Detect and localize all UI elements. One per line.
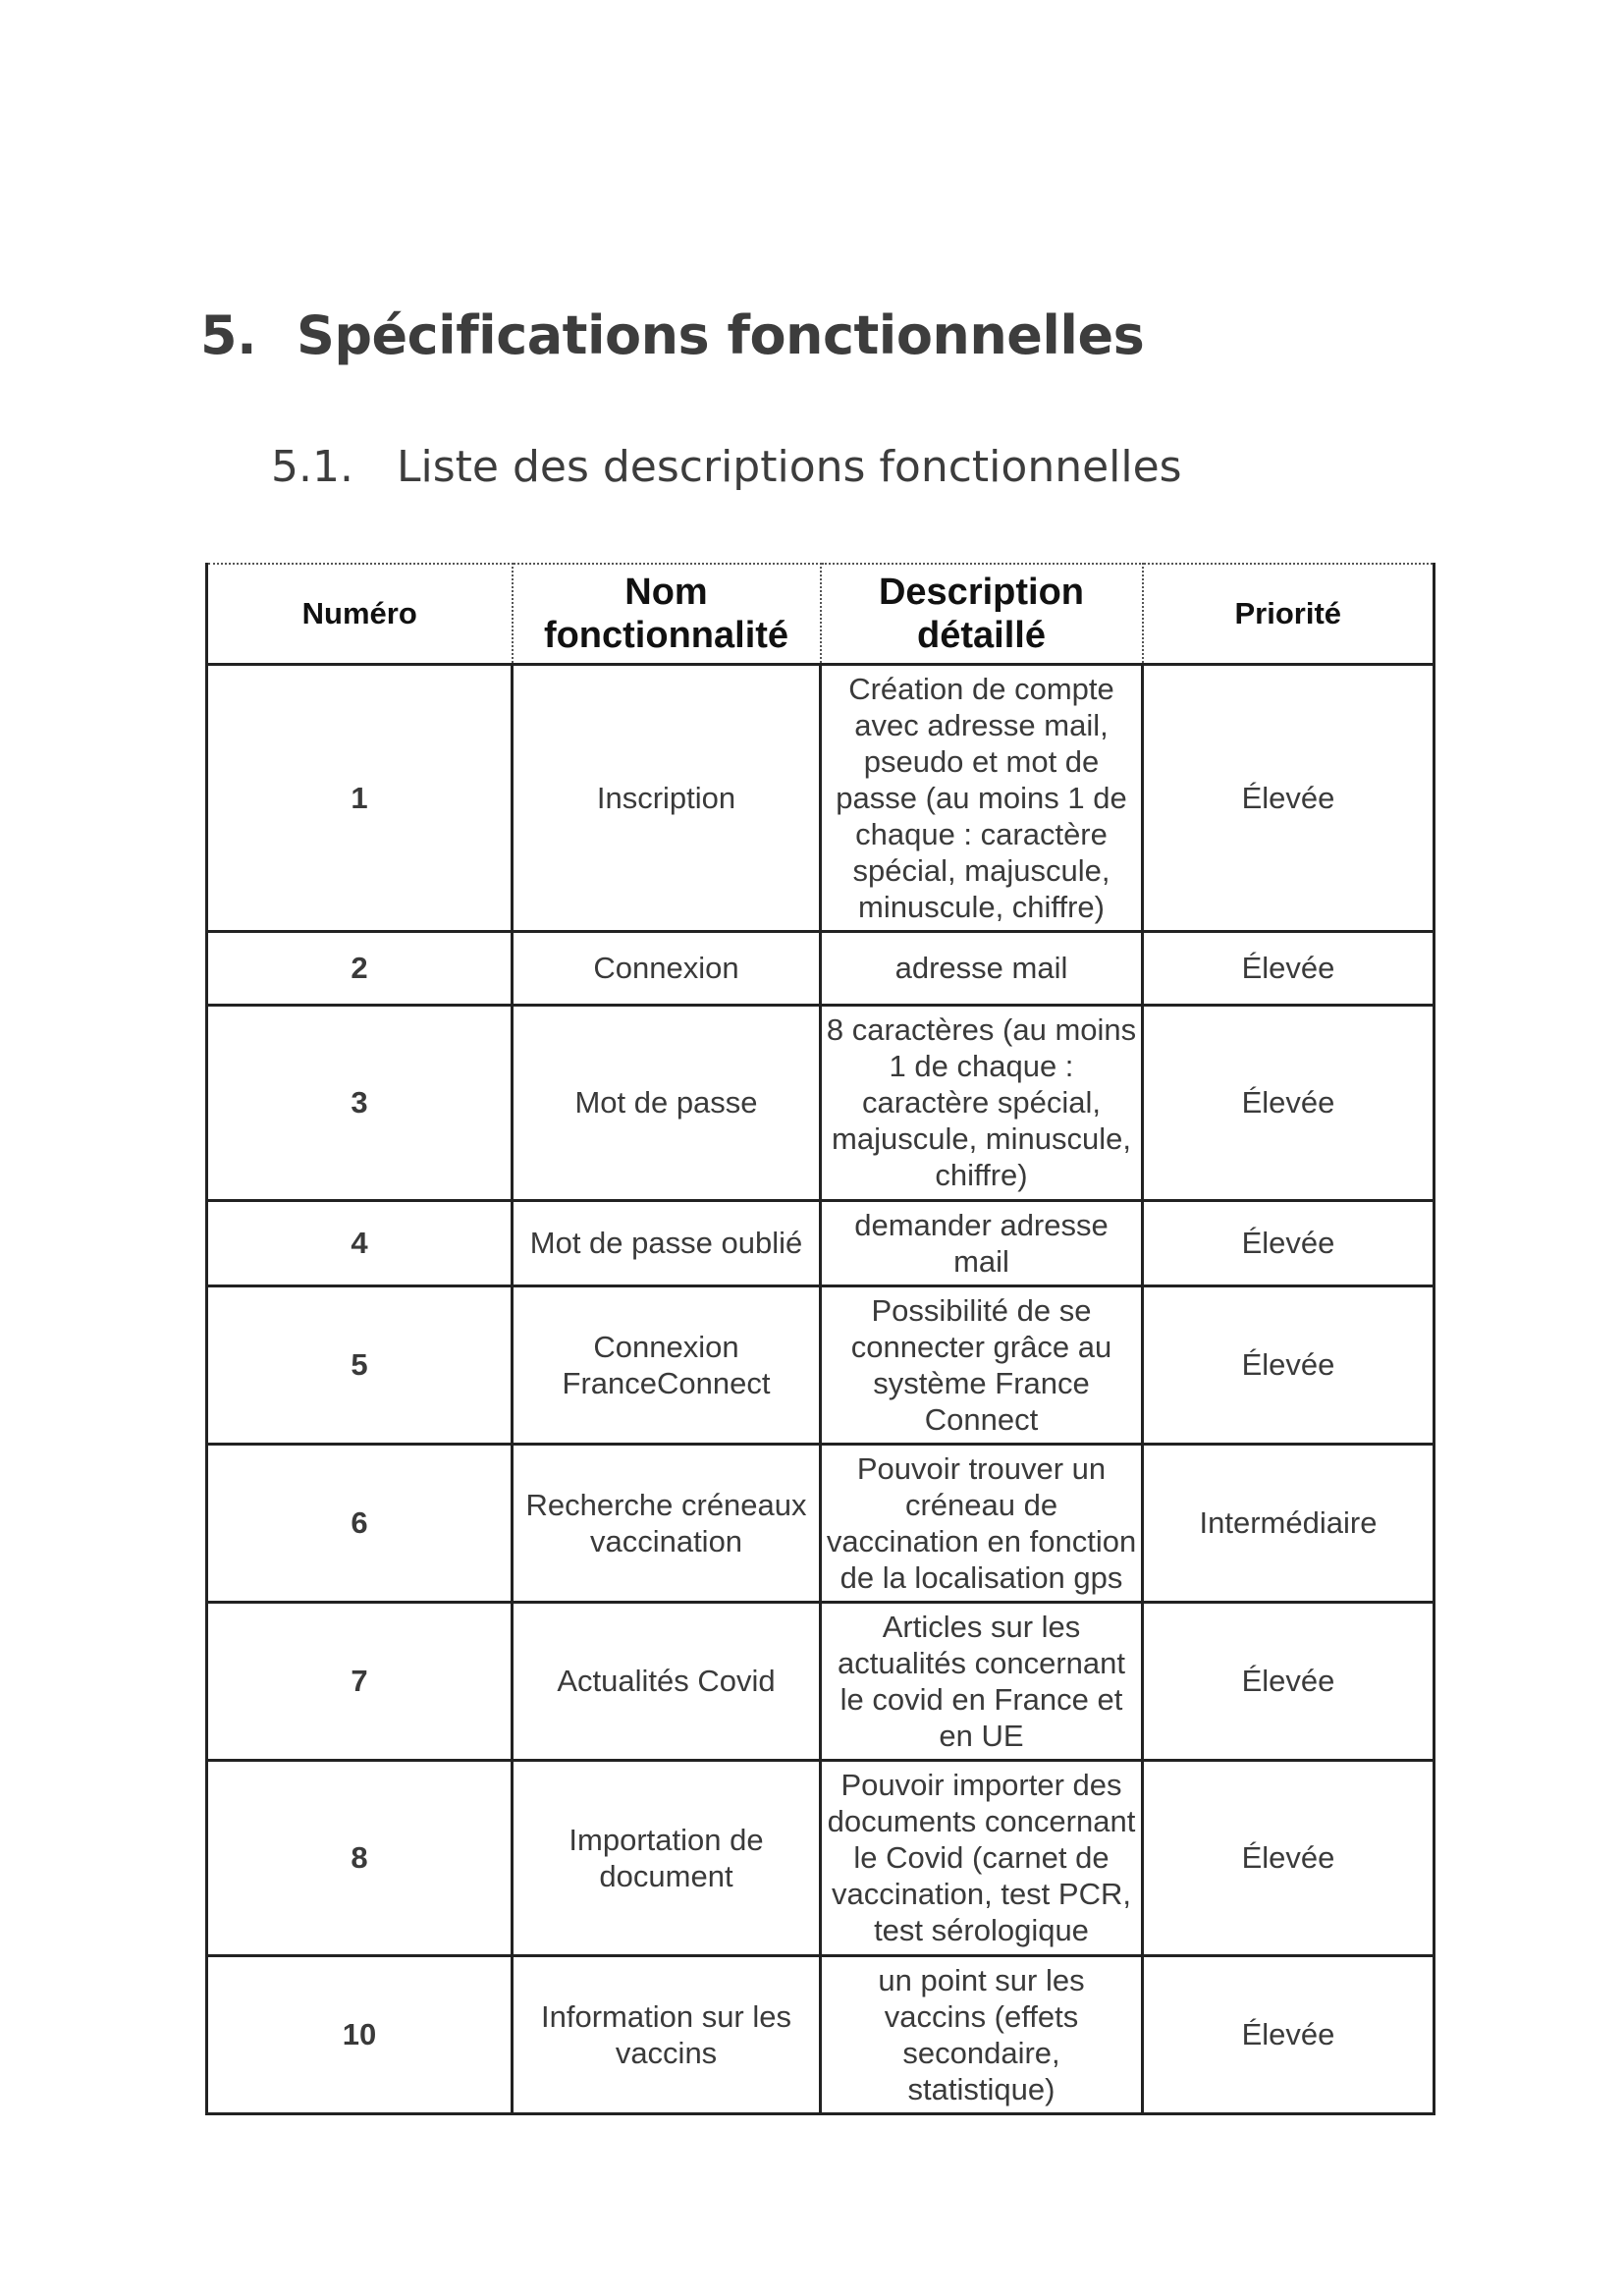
row-priority: Élevée <box>1143 1602 1435 1760</box>
section-heading <box>200 304 1144 366</box>
row-name: Actualités Covid <box>513 1602 821 1760</box>
row-priority: Élevée <box>1143 1760 1435 1955</box>
row-priority: Élevée <box>1143 1285 1435 1444</box>
functional-spec-table <box>205 563 1435 2115</box>
row-name: Mot de passe oublié <box>513 1200 821 1285</box>
row-name: Information sur les vaccins <box>513 1955 821 2113</box>
header-priorite: Priorité <box>1143 564 1435 664</box>
subsection-title: Liste des descriptions fonctionnelles <box>397 442 1182 492</box>
row-description: un point sur les vaccins (effets secondaire, statistique) <box>821 1955 1143 2113</box>
table-row <box>207 1602 1435 1760</box>
table-header-row <box>207 564 1435 664</box>
row-name: Connexion <box>513 931 821 1005</box>
table-row <box>207 1200 1435 1285</box>
header-nom: Nom fonctionnalité <box>513 564 821 664</box>
row-priority: Intermédiaire <box>1143 1444 1435 1602</box>
row-name: Importation de document <box>513 1760 821 1955</box>
header-numero: Numéro <box>207 564 513 664</box>
table-row <box>207 1285 1435 1444</box>
row-description: Pouvoir trouver un créneau de vaccination en fonction de la localisation gps <box>821 1444 1143 1602</box>
row-name: Connexion FranceConnect <box>513 1285 821 1444</box>
row-number: 4 <box>207 1200 513 1285</box>
table-row <box>207 664 1435 931</box>
row-description: Pouvoir importer des documents concernant le Covid (carnet de vaccination, test PCR, test sérologique <box>821 1760 1143 1955</box>
row-number: 7 <box>207 1602 513 1760</box>
row-number: 6 <box>207 1444 513 1602</box>
row-priority: Élevée <box>1143 664 1435 931</box>
row-number: 2 <box>207 931 513 1005</box>
row-name: Inscription <box>513 664 821 931</box>
subsection-number: 5.1. <box>271 442 353 492</box>
table-row <box>207 1955 1435 2113</box>
row-number: 1 <box>207 664 513 931</box>
table-row <box>207 1005 1435 1200</box>
table-row <box>207 931 1435 1005</box>
row-description: adresse mail <box>821 931 1143 1005</box>
row-number: 5 <box>207 1285 513 1444</box>
row-description: demander adresse mail <box>821 1200 1143 1285</box>
table-row <box>207 1760 1435 1955</box>
row-priority: Élevée <box>1143 1200 1435 1285</box>
row-priority: Élevée <box>1143 1955 1435 2113</box>
table-row <box>207 1444 1435 1602</box>
row-number: 8 <box>207 1760 513 1955</box>
section-number: 5. <box>200 304 257 366</box>
row-priority: Élevée <box>1143 931 1435 1005</box>
section-title: Spécifications fonctionnelles <box>297 304 1145 366</box>
row-description: 8 caractères (au moins 1 de chaque : caractère spécial, majuscule, minuscule, chiffre) <box>821 1005 1143 1200</box>
row-number: 3 <box>207 1005 513 1200</box>
row-priority: Élevée <box>1143 1005 1435 1200</box>
row-description: Articles sur les actualités concernant le covid en France et en UE <box>821 1602 1143 1760</box>
row-name: Recherche créneaux vaccination <box>513 1444 821 1602</box>
row-description: Création de compte avec adresse mail, pseudo et mot de passe (au moins 1 de chaque : caractère spécial, majuscule, minuscule, chiffre) <box>821 664 1143 931</box>
header-description: Description détaillé <box>821 564 1143 664</box>
row-number: 10 <box>207 1955 513 2113</box>
row-description: Possibilité de se connecter grâce au système France Connect <box>821 1285 1143 1444</box>
subsection-heading <box>271 442 1182 492</box>
row-name: Mot de passe <box>513 1005 821 1200</box>
